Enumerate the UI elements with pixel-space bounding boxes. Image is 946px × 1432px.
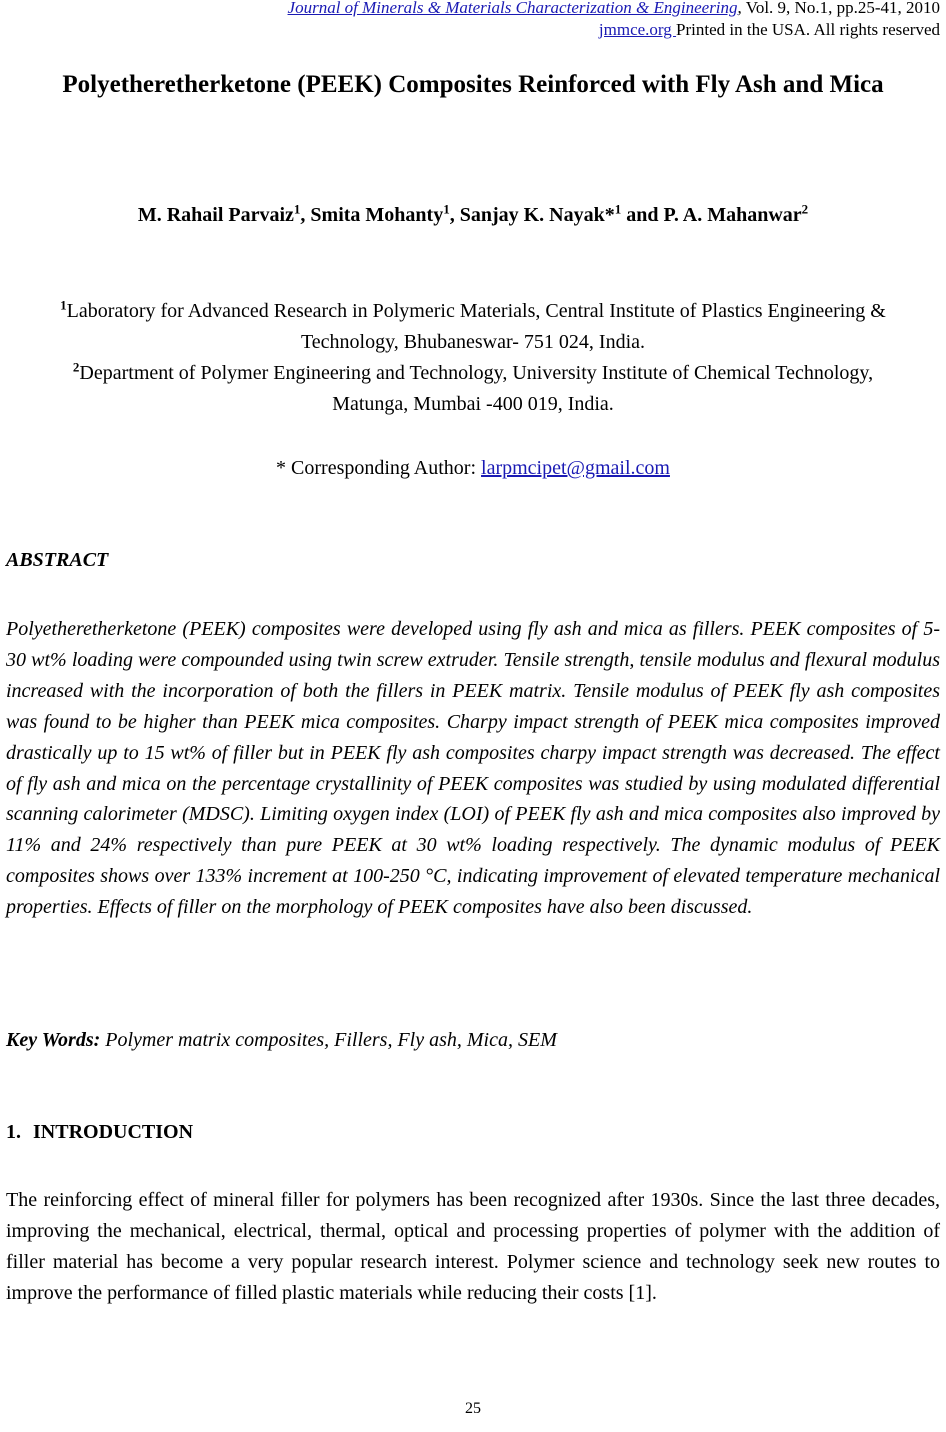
journal-header	[288, 0, 940, 41]
abstract-heading: ABSTRACT	[6, 549, 109, 571]
keywords-label: Key Words:	[6, 1029, 101, 1051]
email-link[interactable]: larpmcipet@gmail.com	[481, 457, 670, 479]
author-affiliation-mark: 1	[293, 201, 301, 217]
journal-rights-line	[288, 19, 940, 41]
journal-citation-line	[288, 0, 940, 19]
affiliation-1	[40, 296, 906, 358]
keywords-text: Polymer matrix composites, Fillers, Fly ash, Mica, SEM	[100, 1029, 557, 1051]
author-affiliation-mark: 2	[801, 201, 809, 217]
author-name: M. Rahail Parvaiz	[137, 204, 294, 226]
corresponding-label: * Corresponding Author:	[276, 457, 482, 479]
affiliation-text: Laboratory for Advanced Research in Polymeric Materials, Central Institute of Plastics Engineering & Technology, Bhubaneswar- 751 024, India.	[66, 300, 886, 353]
author-name: , Sanjay K. Nayak*	[449, 204, 615, 226]
keywords	[6, 1025, 557, 1055]
author-name: and P. A. Mahanwar	[621, 204, 802, 226]
section-number: 1.	[6, 1121, 21, 1143]
rights-text: Printed in the USA. All rights reserved	[676, 20, 940, 39]
author-list	[0, 200, 946, 230]
corresponding-author	[0, 453, 946, 484]
author-affiliation-mark: 1	[614, 201, 622, 217]
paper-title: Polyetheretherketone (PEEK) Composites Reinforced with Fly Ash and Mica	[62, 71, 884, 98]
affiliation-mark: 2	[72, 359, 80, 375]
author-affiliation-mark: 1	[443, 201, 450, 217]
affiliation-2	[40, 358, 906, 420]
journal-link[interactable]: Journal of Minerals & Materials Characterization & Engineering	[287, 0, 738, 17]
affiliation-mark: 1	[60, 297, 67, 313]
site-link[interactable]: jmmce.org	[598, 20, 677, 39]
author-name: , Smita Mohanty	[300, 204, 444, 226]
section-heading	[6, 1121, 193, 1144]
journal-volume: , Vol. 9, No.1, pp.25-41, 2010	[737, 0, 940, 17]
page-number: 25	[465, 1400, 481, 1417]
abstract-text: Polyetheretherketone (PEEK) composites were developed using fly ash and mica as fillers. PEEK composites of 5-30 wt% loading were compounded using twin screw extruder. Tensile strength, tensile modulus and flexural modulus increased with the incorporation of both the fillers in PEEK matrix. Tensile modulus of PEEK fly ash composites was found to be higher than PEEK mica composites. Charpy impact strength of PEEK mica composites improved drastically up to 15 wt% of filler but in PEEK fly ash composites charpy impact strength was decreased. The effect of fly ash and mica on the percentage crystallinity of PEEK composites was studied by using modulated differential scanning calorimeter (MDSC). Limiting oxygen index (LOI) of PEEK fly ash and mica composites also improved by 11% and 24% respectively than pure PEEK at 30 wt% loading respectively. The dynamic modulus of PEEK composites shows over 133% increment at 100-250 °C, indicating improvement of elevated temperature mechanical properties. Effects of filler on the morphology of PEEK composites have also been discussed.	[6, 618, 940, 919]
introduction-text: The reinforcing effect of mineral filler for polymers has been recognized after 1930s. Since the last three decades, improving the mechanical, electrical, thermal, optical and processing properties of polymer with the addition of filler material has become a very popular research interest. Polymer science and technology seek new routes to improve the performance of filled plastic materials while reducing their costs [1].	[6, 1189, 940, 1304]
affiliation-text: Department of Polymer Engineering and Technology, University Institute of Chemical Technology, Matunga, Mumbai -400 019, India.	[79, 362, 874, 415]
section-title: INTRODUCTION	[33, 1121, 194, 1143]
